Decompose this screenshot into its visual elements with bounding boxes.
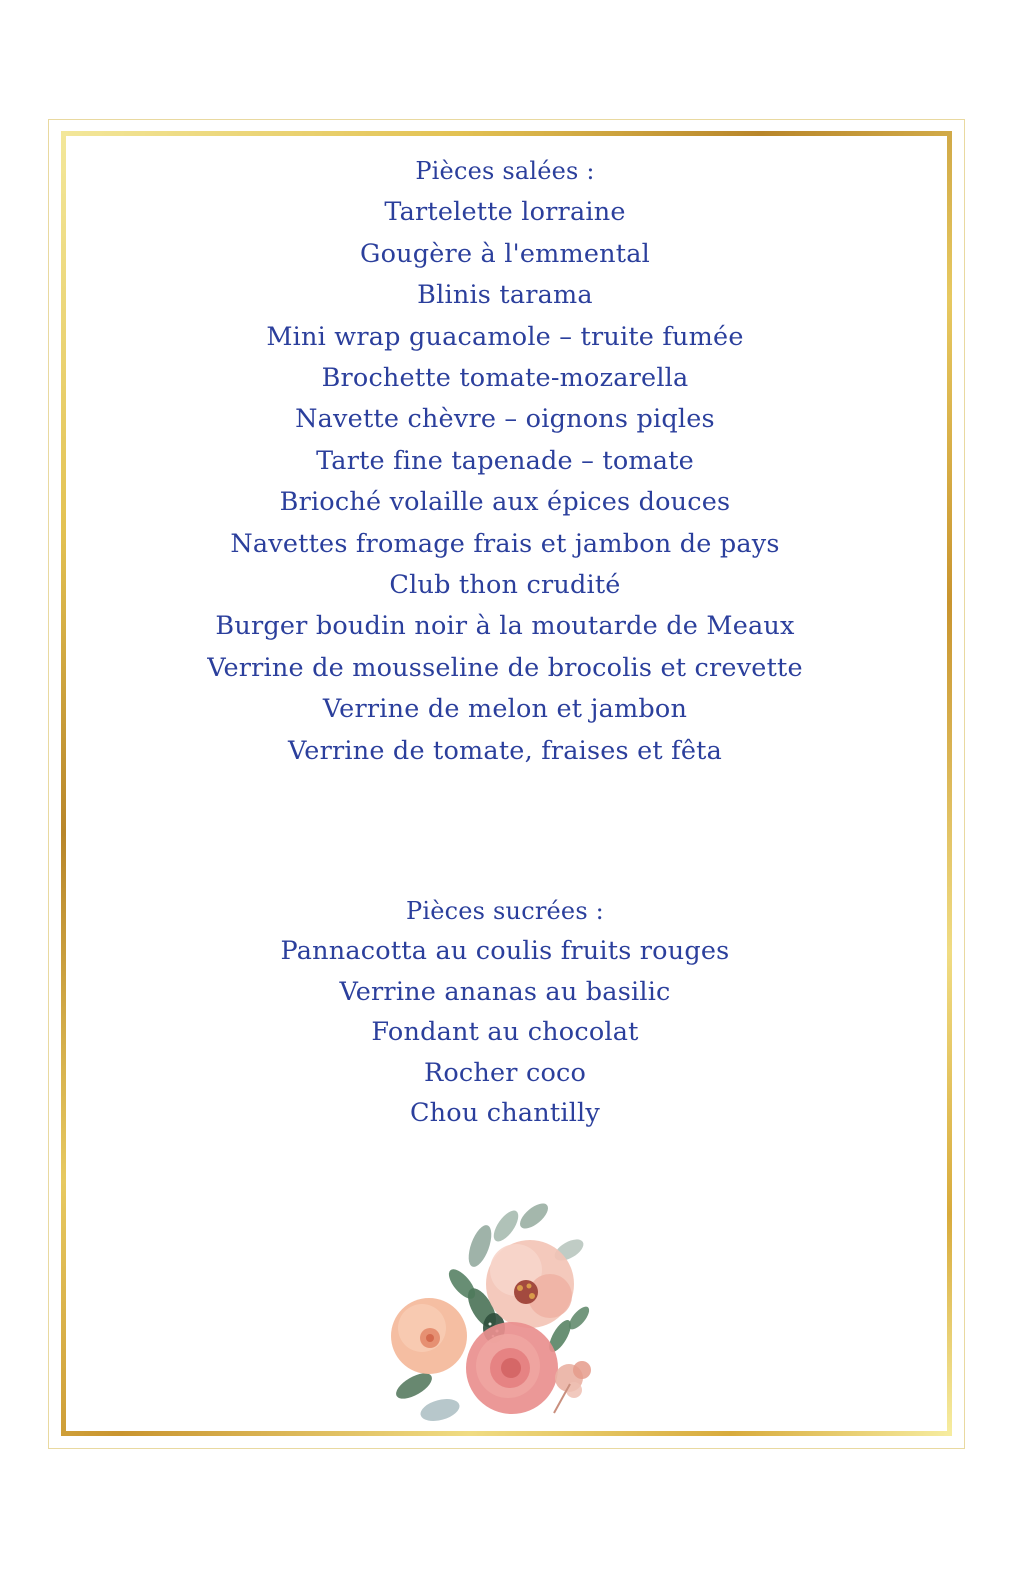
menu-item: Tarte fine tapenade – tomate xyxy=(316,445,694,476)
menu-item: Verrine de tomate, fraises et fêta xyxy=(288,735,722,766)
menu-item: Blinis tarama xyxy=(417,280,593,311)
menu-item: Brioché volaille aux épices douces xyxy=(279,487,731,518)
menu-item: Verrine de mousseline de brocolis et crevette xyxy=(207,652,803,683)
menu-item: Mini wrap guacamole – truite fumée xyxy=(266,321,744,352)
menu-item: Pannacotta au coulis fruits rouges xyxy=(280,936,730,967)
menu-item: Verrine de melon et jambon xyxy=(322,694,688,725)
menu-item: Rocher coco xyxy=(423,1057,587,1088)
savory-heading: Pièces salées : xyxy=(415,157,595,185)
sweet-section xyxy=(0,891,1010,1133)
menu-item: Navette chèvre – oignons piqles xyxy=(295,404,715,435)
menu-item: Brochette tomate-mozarella xyxy=(321,363,689,394)
menu-item: Fondant au chocolat xyxy=(371,1017,639,1048)
menu-item: Chou chantilly xyxy=(409,1098,601,1129)
menu-item: Verrine ananas au basilic xyxy=(339,976,671,1007)
menu-item: Burger boudin noir à la moutarde de Meaux xyxy=(215,611,795,642)
menu-item: Navettes fromage frais et jambon de pays xyxy=(230,528,780,559)
menu-item: Gougère à l'emmental xyxy=(360,238,650,269)
watercolor-flower-bouquet-icon xyxy=(384,1198,616,1434)
savory-section xyxy=(0,151,1010,772)
sweet-heading: Pièces sucrées : xyxy=(406,897,604,925)
menu-item: Club thon crudité xyxy=(389,570,621,601)
menu-item: Tartelette lorraine xyxy=(384,197,626,228)
